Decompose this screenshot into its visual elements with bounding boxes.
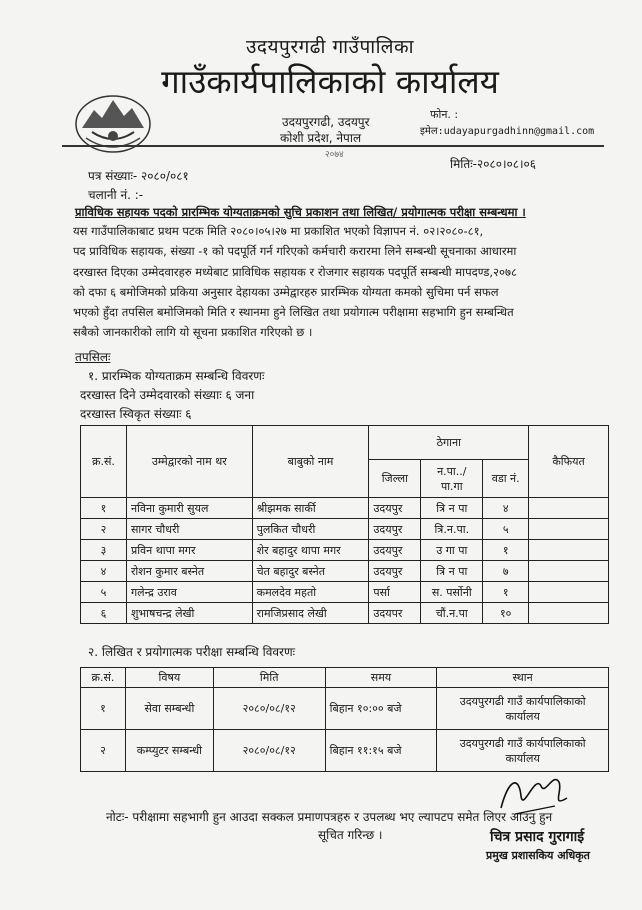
row-sn: ६: [81, 603, 127, 624]
row-remarks: [529, 540, 609, 561]
reference-number: पत्र संख्याः- २०८०/०८१: [88, 169, 189, 183]
table-row: [81, 561, 609, 582]
col-municipality-header: न.पा../ पा.गा: [421, 460, 483, 498]
letter-subject: प्राविधिक सहायक पदको प्रारम्भिक योग्यताक्रमको सुचि प्रकाशन तथा लिखित/ प्रयोगात्मक परीक्षा सम्बन्धमा ।: [75, 205, 526, 219]
signatory-title: प्रमुख प्रशासकिय अधिकृत: [486, 849, 590, 862]
row-venue: उदयपुरगढी गाउँ कार्यपालिकाको कार्यालय: [437, 688, 609, 730]
row-name: रोशन कुमार बस्नेत: [126, 561, 252, 582]
row-subject: सेवा सम्बन्धी: [125, 688, 213, 730]
body-line: सबैको जानकारीको लागि यो सूचना प्रकाशित गरिएको छ ।: [73, 325, 313, 340]
exam-schedule-table: [80, 667, 609, 772]
row-ward: १०: [483, 603, 529, 624]
row-sn: ४: [81, 561, 127, 582]
row-ward: ४: [483, 498, 529, 519]
row-father: चेत बहादुर बस्नेत: [252, 561, 369, 582]
row-municipality: स. पर्सोनी: [421, 582, 483, 603]
row-district: उदयपुर: [369, 540, 421, 561]
row-name: प्रविन थापा मगर: [126, 540, 252, 561]
body-line: यस गाउँपालिकाबाट प्रथम पटक मिति २०८०।०५।२७ मा प्रकाशित भएको विज्ञापन नं. ०२।२०८०-८१,: [73, 224, 484, 238]
row-sn: २: [81, 730, 126, 772]
letter-date: मितिः-२०८०।०८।०६: [450, 157, 537, 171]
tapasil-heading: तपसिलः: [75, 350, 111, 364]
row-ward: १: [483, 582, 529, 603]
col-venue-header: स्थान: [437, 668, 609, 688]
row-father: कमलदेव महतो: [252, 582, 369, 603]
col-subject-header: विषय: [125, 668, 213, 688]
row-municipality: चौं.न.पा: [421, 603, 483, 624]
body-line: दरखास्त दिएका उम्मेदवारहरु मध्येबाट प्राविधिक सहायक र रोजगार सहायक पदपूर्ति सम्बन्धी मापदण्ड,२०७८: [73, 264, 517, 279]
row-sn: २: [81, 519, 127, 540]
office-address-line1: उदयपुरगढी, उदयपुर: [282, 115, 370, 129]
table-row: [81, 540, 609, 561]
accepted-count: दरखास्त स्विकृत संख्याः ६: [80, 407, 192, 421]
row-date: २०८०/०८/१२: [213, 730, 325, 772]
eligibility-table: [80, 425, 609, 624]
row-municipality: त्रि न पा: [421, 561, 483, 582]
row-ward: ७: [483, 561, 529, 582]
row-time: बिहान १०:०० बजे: [325, 688, 437, 730]
row-remarks: [529, 561, 609, 582]
row-name: सागर चौधरी: [126, 519, 252, 540]
row-name: नविना कुमारी सुयल: [126, 498, 252, 519]
table-header-row: [81, 668, 609, 688]
municipality-name: उदयपुरगढी गाउँपालिका: [246, 36, 414, 58]
table-row: [81, 582, 609, 603]
row-municipality: उ गा पा: [421, 540, 483, 561]
row-district: उदयपुर: [369, 498, 421, 519]
row-ward: ५: [483, 519, 529, 540]
row-venue: उदयपुरगढी गाउँ कार्यपालिकाको कार्यालय: [437, 730, 609, 772]
col-father-header: बाबुको नाम: [252, 426, 369, 498]
row-name: शुभाषचन्द्र लेखी: [126, 603, 252, 624]
row-remarks: [529, 582, 609, 603]
row-father: श्रीझमक सार्की: [252, 498, 369, 519]
row-subject: कम्प्युटर सम्बन्धी: [125, 730, 213, 772]
table-row: [81, 730, 609, 772]
row-name: गलेन्द्र उराव: [126, 582, 252, 603]
email-address: इमेल:udayapurgadhinn@gmail.com: [420, 126, 595, 137]
col-time-header: समय: [325, 668, 437, 688]
body-line: को दफा ६ बमोजिमको प्रकिया अनुसार देहायका उम्मेद्वारहरु प्रारम्भिक योग्यता कमको सुचिमा पर्न सफल: [73, 284, 499, 299]
row-district: उदयपुर: [369, 561, 421, 582]
col-sn-header: क्र.सं.: [81, 668, 126, 688]
row-sn: १: [81, 498, 127, 519]
row-sn: ५: [81, 582, 127, 603]
row-district: उदयपुर: [369, 519, 421, 540]
row-remarks: [529, 519, 609, 540]
table-row: [81, 519, 609, 540]
table-row: [81, 688, 609, 730]
row-father: रामजिप्रसाद लेखी: [252, 603, 369, 624]
row-ward: १: [483, 540, 529, 561]
row-date: २०८०/०८/१२: [213, 688, 325, 730]
col-remarks-header: कैफियत: [529, 426, 609, 498]
handwritten-signature: [495, 768, 570, 818]
seal-year: २०७४: [325, 150, 344, 160]
row-father: पुलकित चौधरी: [252, 519, 369, 540]
applied-count: दरखास्त दिने उम्मेदवारको संख्याः ६ जना: [80, 388, 255, 402]
col-address-header: ठेगाना: [369, 426, 529, 460]
col-name-header: उम्मेद्वारको नाम थर: [126, 426, 252, 498]
col-date-header: मिति: [213, 668, 325, 688]
row-father: शेर बहादुर थापा मगर: [252, 540, 369, 561]
row-municipality: त्रि.न.पा.: [421, 519, 483, 540]
row-remarks: [529, 498, 609, 519]
office-address-line2: कोशी प्रदेश, नेपाल: [280, 131, 362, 145]
row-sn: १: [81, 688, 126, 730]
phone-label: फोन. :: [430, 108, 459, 121]
body-line: पद प्राविधिक सहायक, संख्या -१ को पदपूर्ति गर्न गरिएको कर्मचारी करारमा लिने सम्बन्धी सूचनाका आधारमा: [73, 244, 517, 259]
signatory-name: चित्र प्रसाद गुरागाई: [490, 829, 585, 845]
body-line: भएको हुँदा तपसिल बमोजिमको मिति र स्थानमा हुने लिखित तथा प्रयोगात्म परीक्षामा सहभागि हुन सम्बन्धित: [73, 305, 514, 320]
note-line2: सूचित गरिन्छ ।: [318, 828, 383, 842]
col-ward-header: वडा नं.: [483, 460, 529, 498]
body-paragraph: [73, 221, 613, 343]
row-time: बिहान ११:१५ बजे: [325, 730, 437, 772]
row-municipality: त्रि न पा: [421, 498, 483, 519]
col-district-header: जिल्ला: [369, 460, 421, 498]
office-name: गाउँकार्यपालिकाको कार्यालय: [161, 62, 499, 101]
table-row: [81, 498, 609, 519]
table-header-row: [81, 426, 609, 460]
section2-heading: २. लिखित र प्रयोगात्मक परीक्षा सम्बन्धि विवरणः: [88, 645, 296, 659]
note-line1: नोटः- परीक्षामा सहभागी हुन आउदा सक्कल प्रमाणपत्रहरु र उपलब्ध भए ल्यापटप समेत लिएर आउनु हुन: [106, 810, 553, 824]
section1-heading: १. प्रारम्भिक योग्यताक्रम सम्बन्धि विवरणः: [88, 369, 265, 383]
table-row: [81, 603, 609, 624]
row-sn: ३: [81, 540, 127, 561]
dispatch-number: चलानी नं. :-: [88, 188, 144, 202]
row-district: पर्सा: [369, 582, 421, 603]
row-remarks: [529, 603, 609, 624]
row-district: उदयपर: [369, 603, 421, 624]
col-sn-header: क्र.सं.: [81, 426, 127, 498]
